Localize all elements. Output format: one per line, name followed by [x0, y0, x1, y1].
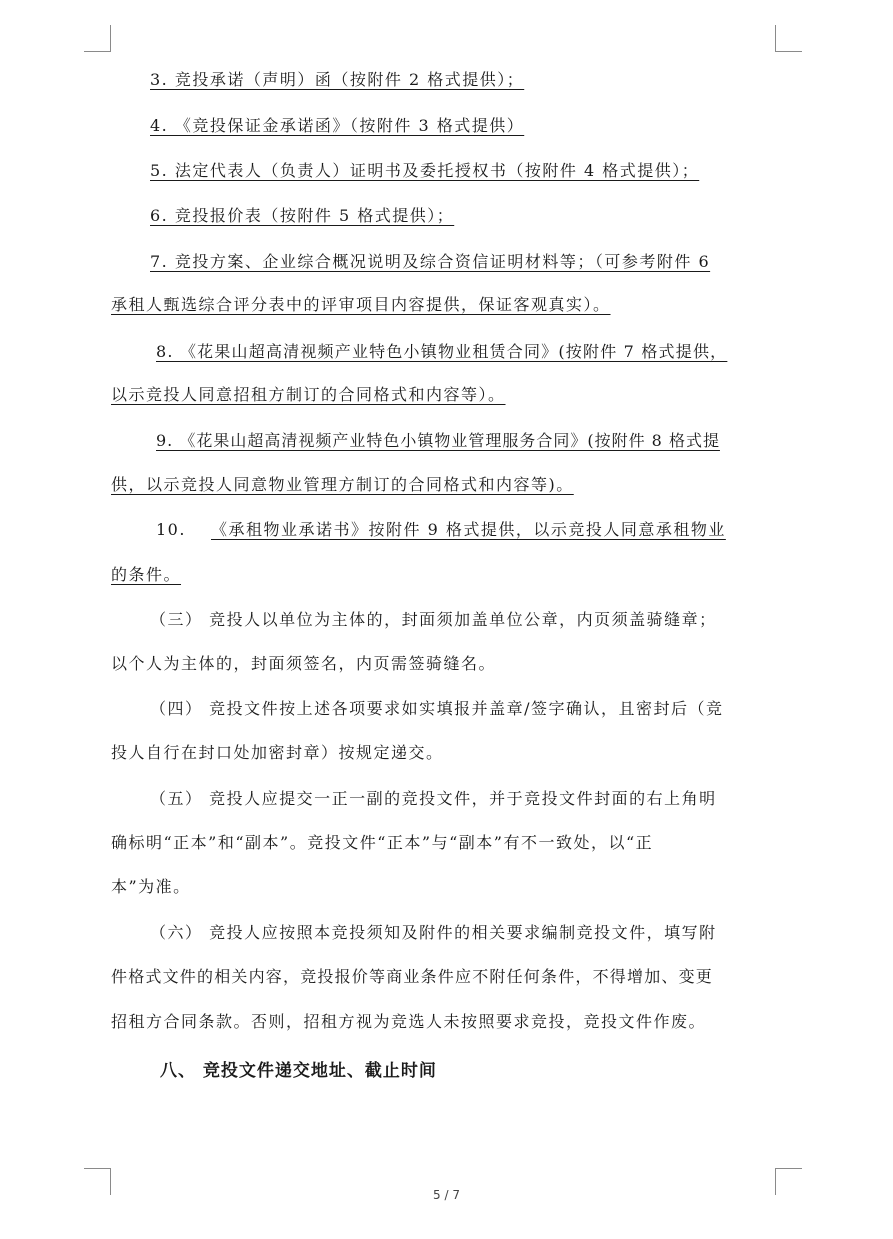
para-3-line2: 以个人为主体的，封面须签名，内页需签骑缝名。: [111, 654, 497, 673]
item-7-line2: 承租人甄选综合评分表中的评审项目内容提供，保证客观真实）。: [111, 295, 611, 314]
item-8-line2: 以示竞投人同意招租方制订的合同格式和内容等）。: [111, 385, 506, 404]
item-10-line2: 的条件。: [111, 565, 182, 584]
item-9-line1: 9. 《花果山超高清视频产业特色小镇物业管理服务合同》(按附件 8 格式提: [156, 431, 720, 450]
crop-mark-top-left: [84, 25, 111, 52]
page-number: 5 / 7: [433, 1188, 460, 1202]
para-5-line1: （五） 竞投人应提交一正一副的竞投文件，并于竞投文件封面的右上角明: [150, 789, 717, 808]
item-8-line1: 8. 《花果山超高清视频产业特色小镇物业租赁合同》(按附件 7 格式提供，: [156, 342, 728, 361]
item-6: 6. 竞投报价表（按附件 5 格式提供）；: [150, 206, 455, 225]
para-4-line1: （四） 竞投文件按上述各项要求如实填报并盖章/签字确认，且密封后（竞: [150, 699, 724, 718]
para-6-line2: 件格式文件的相关内容，竞投报价等商业条件应不附任何条件，不得增加、变更: [111, 967, 714, 986]
para-5-line2: 确标明“正本”和“副本”。竞投文件“正本”与“副本”有不一致处，以“正: [111, 833, 654, 852]
item-4: 4. 《竞投保证金承诺函》（按附件 3 格式提供）: [150, 116, 525, 135]
para-3-line1: （三） 竞投人以单位为主体的，封面须加盖单位公章，内页须盖骑缝章；: [150, 610, 717, 629]
para-6-line1: （六） 竞投人应按照本竞投须知及附件的相关要求编制竞投文件，填写附: [150, 923, 717, 942]
para-4-line2: 投人自行在封口处加密封章）按规定递交。: [111, 743, 444, 762]
para-5-line3: 本”为准。: [111, 877, 191, 896]
item-10-line1: 《承租物业承诺书》按附件 9 格式提供，以示竞投人同意承租物业: [211, 520, 726, 539]
item-9-line2: 供，以示竞投人同意物业管理方制订的合同格式和内容等)。: [111, 475, 574, 494]
item-5: 5. 法定代表人（负责人）证明书及委托授权书（按附件 4 格式提供）；: [150, 161, 700, 180]
item-10-number: 10.: [156, 520, 186, 539]
crop-mark-top-right: [775, 25, 802, 52]
para-6-line3: 招租方合同条款。否则，招租方视为竞选人未按照要求竞投，竞投文件作废。: [111, 1012, 707, 1031]
section-8-heading: 八、 竞投文件递交地址、截止时间: [160, 1061, 437, 1081]
item-7-line1: 7. 竞投方案、企业综合概况说明及综合资信证明材料等；（可参考附件 6: [150, 252, 711, 271]
item-3: 3. 竞投承诺（声明）函（按附件 2 格式提供）；: [150, 70, 525, 89]
